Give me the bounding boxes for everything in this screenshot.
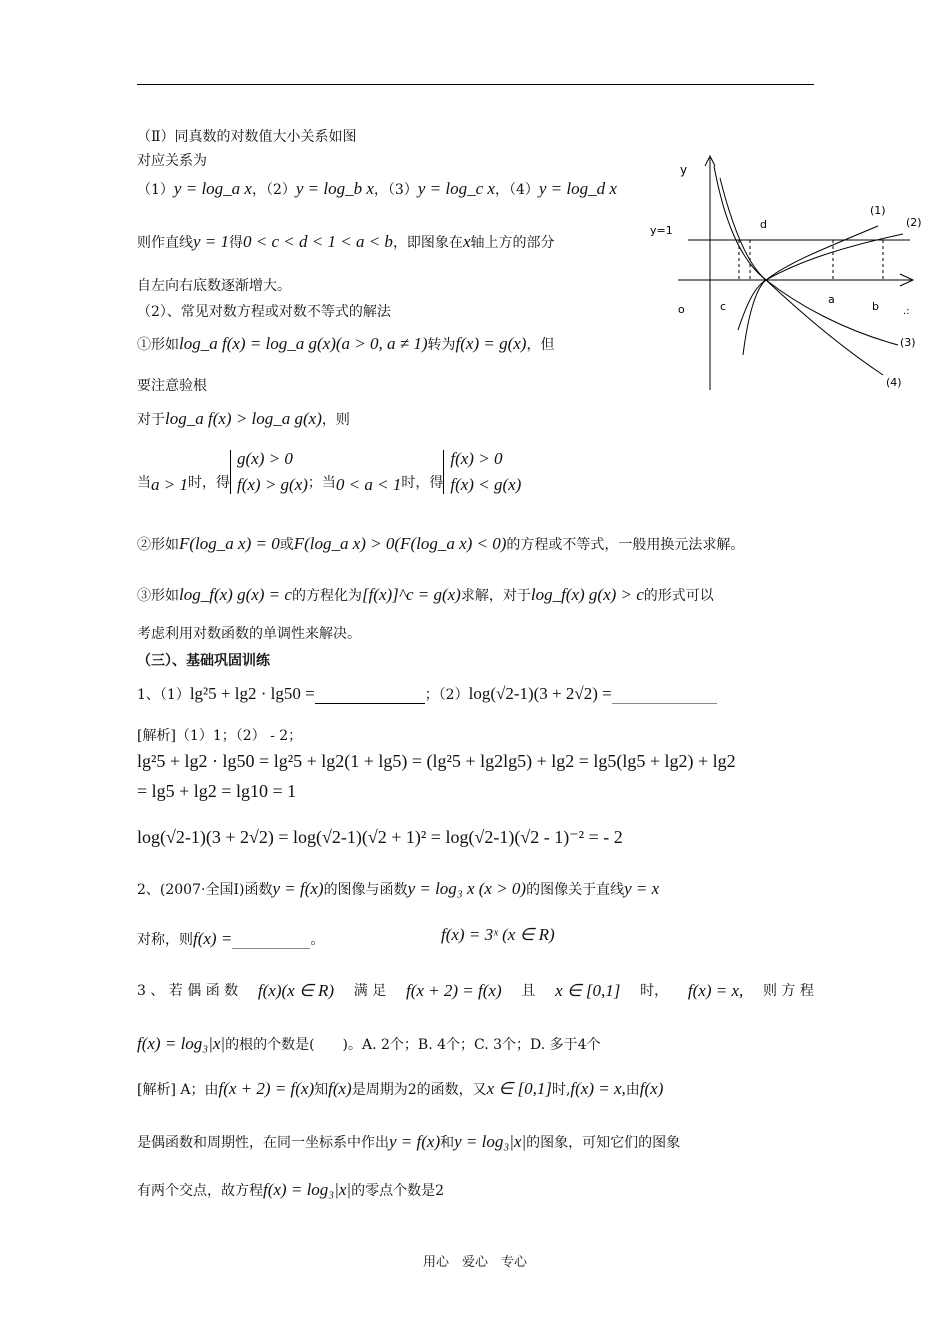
eq-period: f(x + 2) = f(x) [405,981,502,1000]
text: 的图象，可知它们的图象 [526,1135,681,1151]
text: 则 方 程 [762,983,814,999]
label-c: c [720,300,727,313]
section-ii-title: （Ⅱ）同真数的对数值大小关系如图 [137,129,357,145]
text: 求解，对于 [460,588,531,604]
text: 得 [229,235,244,251]
form2-line [137,535,744,554]
text: 且 [521,983,536,999]
system-2 [443,450,521,494]
label-2: ，（2） [251,182,296,198]
eq-q1-2: log(√2-1)(3 + 2√2) = [468,684,612,703]
label-curve-1: (1) [870,204,886,217]
q3-answer-line [137,1080,663,1099]
label-3: ，（3） [373,182,418,198]
text: 对于 [137,412,165,428]
relation-line [137,180,617,199]
text: 满 足 [353,983,387,999]
text: 的零点个数是2 [351,1183,445,1199]
q3-answer-line3 [137,1181,444,1200]
verify-root: 要注意验根 [137,378,207,394]
text: 有两个交点，故方程 [137,1183,263,1199]
eq-fg: f(x) = g(x) [455,334,527,353]
q1-solution-2: = lg5 + lg2 = lg10 = 1 [137,781,297,801]
line-y1-text [137,233,554,252]
text: 3 、 若 偶 函 数 [137,983,239,999]
text: 时， [640,983,669,999]
text: [解析] A；由 [137,1082,219,1098]
eq-log-d: y = log_d x [538,179,617,198]
label-curve-2: (2) [906,216,922,229]
eq-interval: x ∈ [0,1] [555,981,621,1000]
text: 的方程化为 [291,588,362,604]
text: ，即图象在 [392,235,463,251]
eq-log-a: y = log_a x [173,179,252,198]
q3-line [137,982,814,1000]
eq-interval: x ∈ [0,1] [486,1079,552,1098]
eq-logf-ineq: log_f(x) g(x) > c [530,585,644,604]
label-y1: y=1 [650,224,673,237]
eq-order: 0 < c < d < 1 < a < b [243,232,393,251]
system-1 [230,450,308,494]
text: 转为 [427,337,456,353]
text: 的图像与函数 [323,882,408,898]
sys1-row1: g(x) > 0 [236,449,293,468]
eq-fx-x: f(x) = x, [687,981,744,1000]
eq-a-range: 0 < a < 1 [335,475,402,494]
label-curve-3: (3) [900,336,916,349]
increase-text: 自左向右底数逐渐增大。 [137,278,291,294]
text: 时，得 [187,475,230,491]
eq-fx-x: f(x) = x, [570,1079,626,1098]
eq-F-ineq: F(log_a x) > 0(F(log_a x) < 0) [293,534,507,553]
q1-solution-1: lg²5 + lg2 · lg50 = lg²5 + lg2(1 + lg5) = (lg²5 + lg2lg5) + lg2 = lg5(lg5 + lg2) + lg2 [137,751,736,771]
text: 知 [314,1082,329,1098]
text: 2、(2007·全国Ⅰ)函数 [137,882,273,898]
text: 由 [625,1082,640,1098]
eq-q1-1: lg²5 + lg2 · lg50 = [189,684,315,703]
text: ；当 [307,475,336,491]
eq-yfx: y = f(x) [389,1132,441,1151]
answer-blank-2 [612,687,717,704]
text: ，则 [321,412,350,428]
for-ineq-line [137,410,350,429]
text: 的形式可以 [643,588,714,604]
answer-blank-3 [232,932,310,949]
cases-line [137,450,521,494]
eq-period: f(x + 2) = f(x) [218,1079,315,1098]
eq-yx: y = x [624,879,660,898]
text: ②形如 [137,537,179,553]
log-curves-figure [648,150,928,400]
relation-intro: 对应关系为 [137,153,207,169]
q2-line [137,880,659,899]
text: 则作直线 [137,235,193,251]
page-footer: 用心 爱心 专心 [422,1255,527,1270]
label-4: ，（4） [494,182,539,198]
label-curve-4: (4) [886,376,902,389]
text: 。 [310,932,325,948]
eq-yfx: y = f(x) [272,879,324,898]
q1-answer: [解析]（1）1；（2） - 2； [137,728,303,744]
text: 时, [551,1082,571,1098]
text: ；（2） [424,687,469,703]
text: 当 [137,475,151,491]
form1-line [137,335,554,354]
eq-a-gt-1: a > 1 [151,475,188,494]
text: ③形如 [137,588,179,604]
q2-line2 [137,930,324,949]
eq-x: x [462,232,471,251]
eq-logf: log_f(x) g(x) = c [179,585,292,604]
label-x-end: .: [903,306,910,317]
text: 时，得 [401,475,444,491]
eq-log3-abs: y = log₃|x| [454,1132,527,1151]
q1-solution-3: log(√2-1)(3 + 2√2) = log(√2-1)(√2 + 1)² = log(√2-1)(√2 - 1)⁻² = - 2 [137,827,623,847]
eq-F: F(log_a x) = 0 [179,534,280,553]
eq-form1: log_a f(x) = log_a g(x)(a > 0, a ≠ 1) [179,334,428,353]
answer-blank-1 [315,687,425,704]
text: 轴上方的部分 [470,235,555,251]
text: 和 [440,1135,455,1151]
q1-line [137,685,717,704]
text: 的图像关于直线 [526,882,625,898]
curve-2 [738,234,903,330]
eq-log3-abs: f(x) = log₃|x| [137,1034,226,1053]
eq-log-c: y = log_c x [417,179,495,198]
text: ，但 [526,337,555,353]
q3-line2 [137,1035,601,1054]
eq-log3-abs: f(x) = log₃|x| [263,1180,352,1199]
eq-even-f: f(x)(x ∈ R) [257,981,335,1000]
eq-ineq: log_a f(x) > log_a g(x) [165,409,322,428]
q2-answer: f(x) = 3ˣ (x ∈ R) [441,925,555,944]
label-origin: o [678,303,685,316]
eq-log3: y = log₃ x (x > 0) [407,879,527,898]
text: 对称，则 [137,932,193,948]
eq-y1: y = 1 [193,232,230,251]
sys2-row1: f(x) > 0 [450,449,503,468]
sys1-row2: f(x) > g(x) [236,475,308,494]
text: 的方程或不等式，一般用换元法求解。 [506,537,745,553]
eq-fx: f(x) [328,1079,352,1098]
text: ①形如 [137,337,179,353]
form3-cont: 考虑利用对数函数的单调性来解决。 [137,626,361,642]
header-rule [137,84,814,85]
subsection-2: （2）、常见对数方程或对数不等式的解法 [137,304,391,320]
eq-fx: f(x) = [193,929,233,948]
eq-log-b: y = log_b x [295,179,374,198]
text: 1、（1） [137,687,190,703]
label-a: a [828,293,835,306]
eq-fx: f(x) [639,1079,664,1098]
label-d: d [760,218,767,231]
text: 或 [279,537,294,553]
text: 是偶函数和周期性，在同一坐标系中作出 [137,1135,389,1151]
text: 是周期为2的函数，又 [351,1082,487,1098]
curve-1 [743,226,878,355]
section-iii-title: （三）、基础巩固训练 [137,653,270,669]
form3-line [137,586,714,605]
label-1: （1） [137,182,174,198]
label-b: b [872,300,879,313]
label-y: y [680,163,688,177]
text: 的根的个数是( )。A. 2个；B. 4个；C. 3个；D. 多于4个 [225,1037,601,1053]
sys2-row2: f(x) < g(x) [450,475,522,494]
q3-answer-line2 [137,1133,680,1152]
eq-power: [f(x)]^c = g(x) [361,585,461,604]
